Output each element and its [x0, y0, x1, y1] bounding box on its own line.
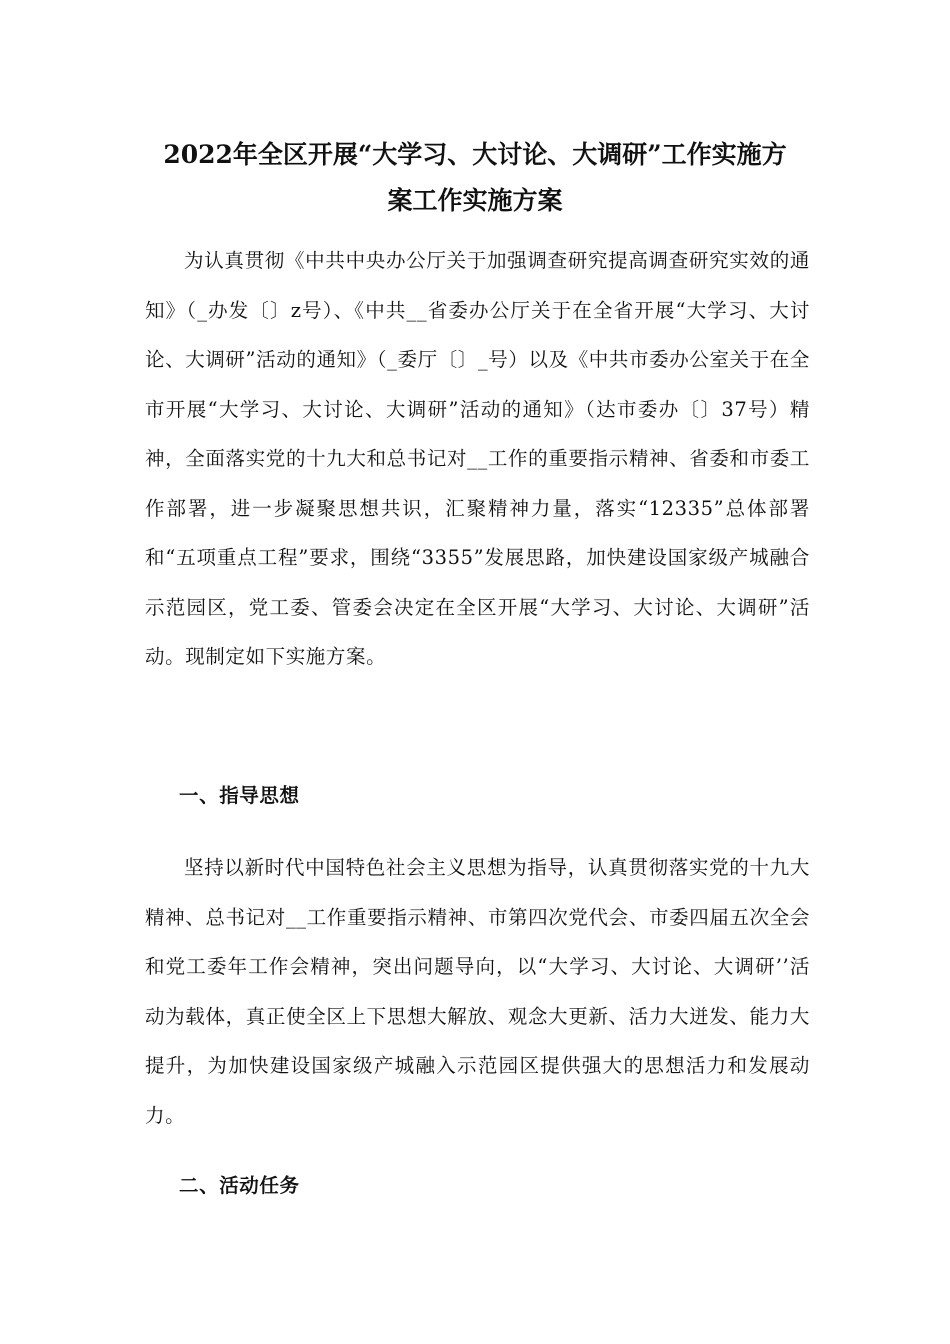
intro-paragraph: 为认真贯彻《中共中央办公厅关于加强调查研究提高调查研究实效的通知》（_办发〔〕z号）、《中共__省委办公厅关于在全省开展“大学习、大讨论、大调研”活动的通知》（_委厅〔〕_号）以及《中共市委办公室关于在全市开展“大学习、大讨论、大调研”活动的通知》（达市委办〔〕37号）精神，全面落实党的十九大和总书记对__工作的重要指示精神、省委和市委工作部署，进一步凝聚思想共识，汇聚精神力量，落实“12335”总体部署和“五项重点工程”要求，围绕“3355”发展思路，加快建设国家级产城融合示范园区，党工委、管委会决定在全区开展“大学习、大讨论、大调研”活动。现制定如下实施方案。 [145, 249, 810, 668]
section-heading-activity-tasks: 二、活动任务 [179, 1174, 300, 1197]
document-title-line-2: 案工作实施方案 [387, 186, 563, 215]
guiding-ideology-paragraph: 坚持以新时代中国特色社会主义思想为指导，认真贯彻落实党的十九大精神、总书记对__工作重要指示精神、市第四次党代会、市委四届五次全会和党工委年工作会精神，突出问题导向，以“大学习、大讨论、大调研’’活动为载体，真正使全区上下思想大解放、观念大更新、活力大迸发、能力大提升，为加快建设国家级产城融入示范园区提供强大的思想活力和发展动力。 [145, 856, 810, 1127]
document-title-line-1: 2022年全区开展“大学习、大讨论、大调研”工作实施方 [163, 140, 787, 169]
section-heading-guiding-ideology: 一、指导思想 [179, 784, 300, 807]
